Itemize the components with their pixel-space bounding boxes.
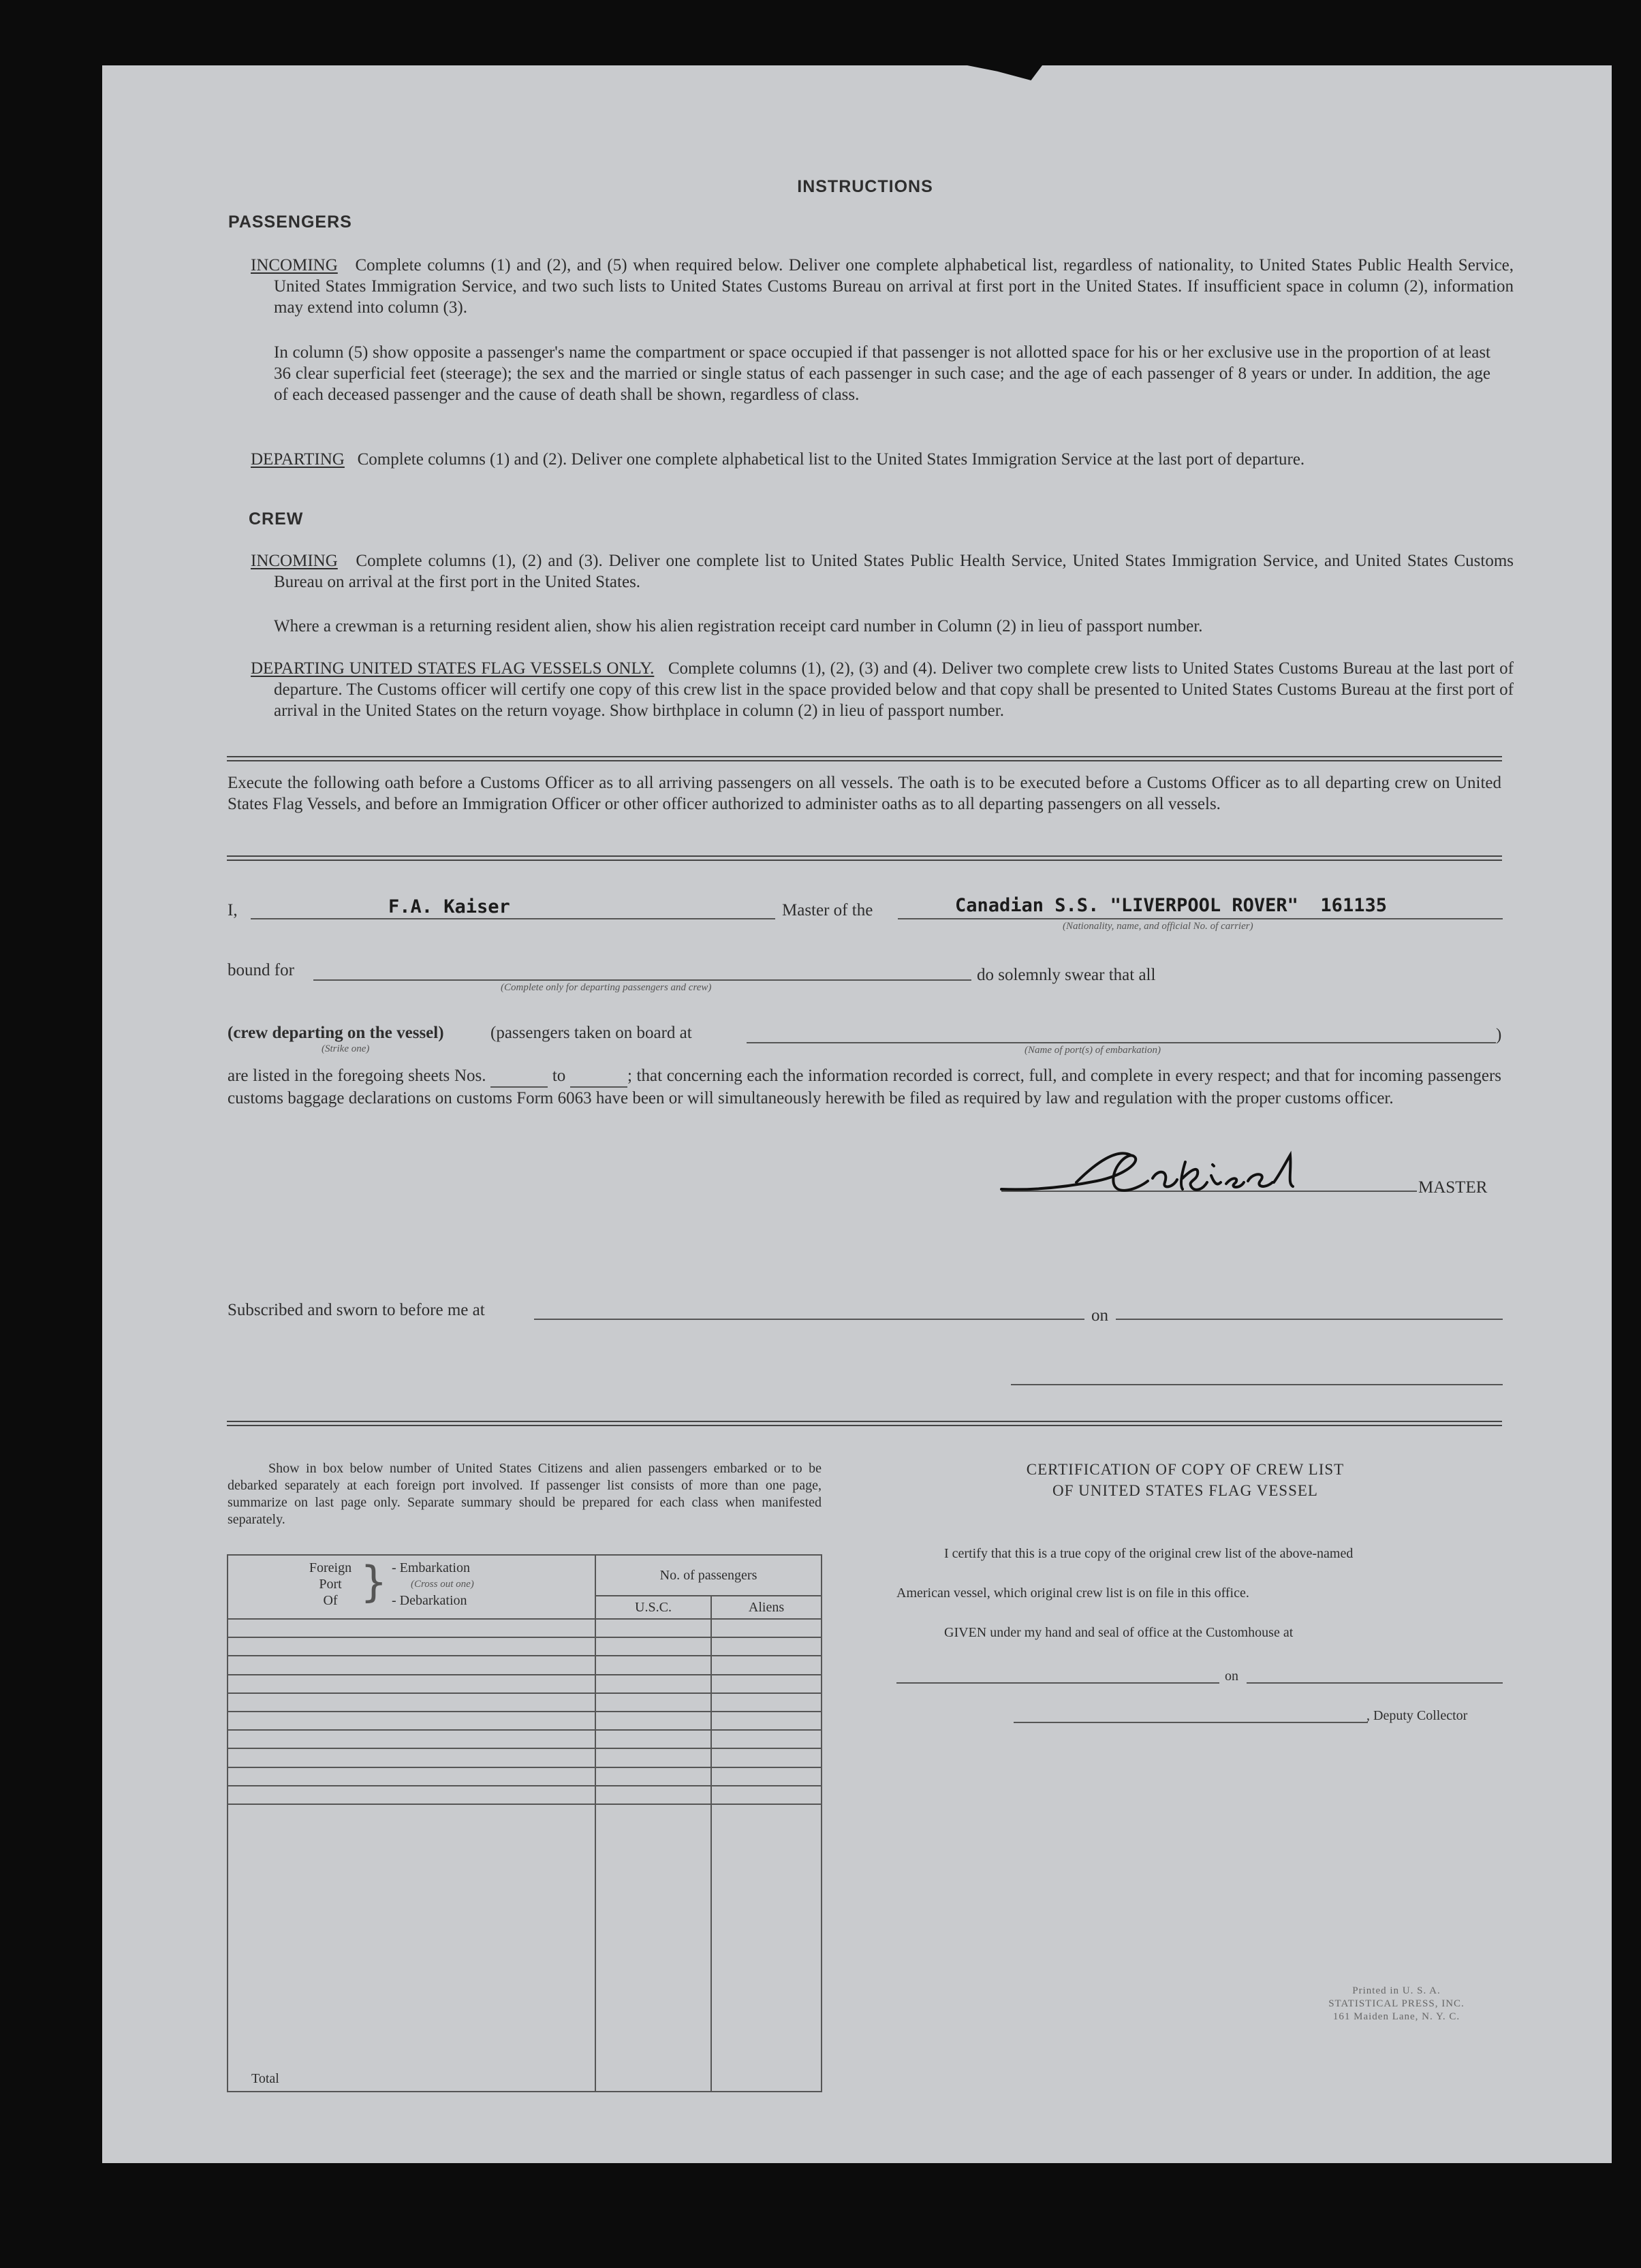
pass-departing-paragraph	[251, 449, 1514, 470]
sheets-paragraph	[228, 1065, 1501, 1109]
cert-title-line1: CERTIFICATION OF COPY OF CREW LIST	[1026, 1461, 1345, 1478]
pass-column5-paragraph: In column (5) show opposite a passenger's name the compartment or space occupied if that passenger is not allotted space for his or her exclusive use in the proportion of at least 36 clear superficial feet (steerage); the sex and the married or single status of each passenger in such case; and the age of each passenger of 8 years or under. In addition, the age of each deceased passenger and the cause of death shall be shown, regardless of class.	[274, 343, 1490, 404]
no-passengers-header: No. of passengers	[595, 1555, 822, 1596]
crew-heading: CREW	[249, 509, 304, 529]
sheets-prefix: are listed in the foregoing sheets Nos.	[228, 1067, 486, 1085]
section-divider	[227, 855, 1502, 857]
sworn-date-field[interactable]	[1116, 1319, 1503, 1320]
foreign-port-of	[302, 1560, 359, 1609]
pass-departing-label: DEPARTING	[251, 450, 345, 469]
summary-instructions: Show in box below number of United States Citizens and alien passengers embarked or to be debarked separately at each foreign port involved. If passenger list consists of more than one page, summarize on last page only. Separate summary should be prepared for each class when manifested separately.	[228, 1461, 822, 1527]
subscribed-label: Subscribed and sworn to before me at	[228, 1301, 485, 1319]
pass-incoming-text: Complete columns (1) and (2), and (5) when required below. Deliver one complete alphabetical list, regardless of nationality, to United States Public Health Service, United States Immigration Service, and two such lists to United States Customs Bureau on arrival at first port in the United States. If insufficient space in column (2), information may extend into column (3).	[274, 256, 1514, 317]
table-row	[228, 1619, 822, 1637]
aliens-cell[interactable]	[711, 1748, 822, 1767]
pass-incoming-label: INCOMING	[251, 256, 338, 274]
customhouse-field[interactable]	[896, 1682, 1219, 1684]
sworn-place-field[interactable]	[534, 1319, 1084, 1320]
usc-cell[interactable]	[595, 1767, 711, 1786]
aliens-cell[interactable]	[711, 1675, 822, 1693]
aliens-cell[interactable]	[711, 1767, 822, 1786]
instructions-title: INSTRUCTIONS	[797, 177, 933, 196]
usc-cell[interactable]	[595, 1730, 711, 1748]
crew-incoming-paragraph	[251, 550, 1514, 593]
port-cell[interactable]	[228, 1712, 595, 1730]
officer-signature-field[interactable]	[1011, 1384, 1503, 1385]
table-row	[228, 1730, 822, 1748]
port-cell[interactable]	[228, 1619, 595, 1637]
sheet-from-field[interactable]	[490, 1065, 548, 1088]
crew-departing-option[interactable]: (crew departing on the vessel)	[228, 1024, 444, 1042]
i-label: I,	[228, 901, 238, 919]
usc-cell[interactable]	[595, 1712, 711, 1730]
aliens-cell[interactable]	[711, 1693, 822, 1712]
master-label: MASTER	[1418, 1178, 1488, 1197]
printer-imprint	[1281, 1985, 1512, 2023]
foreign-label: Foreign	[309, 1560, 352, 1575]
aliens-header: Aliens	[711, 1596, 822, 1619]
table-row	[228, 1748, 822, 1767]
swear-label: do solemnly swear that all	[977, 966, 1156, 984]
printer-line3: 161 Maiden Lane, N. Y. C.	[1332, 2011, 1460, 2022]
aliens-cell[interactable]	[711, 1730, 822, 1748]
total-label: Total	[228, 1804, 595, 2092]
aliens-cell[interactable]	[711, 1712, 822, 1730]
oath-intro: Execute the following oath before a Customs Officer as to all arriving passengers on all vessels. The oath is to be executed before a Customs Officer as to all departing crew on United States Flag Vessels, and before an Immigration Officer or other officer authorized to administer oaths as to all departing passengers on all vessels.	[228, 774, 1501, 813]
aliens-cell[interactable]	[711, 1637, 822, 1656]
master-name-field[interactable]	[251, 918, 775, 919]
embarkation-port-field[interactable]	[747, 1042, 1496, 1043]
master-of-label: Master of the	[782, 901, 873, 919]
table-row	[228, 1712, 822, 1730]
of-label: Of	[323, 1593, 338, 1608]
sheets-suffix: ; that concerning each the information recorded is correct, full, and complete in every respect; and that for incoming passengers customs baggage declarations on customs Form 6063 have been or will simultaneously herewith be filed as required by law and regulation with the proper customs officer.	[228, 1067, 1502, 1107]
crew-incoming-text: Complete columns (1), (2) and (3). Deliver one complete list to United States Public Health Service, United States Immigration Service, and United States Customs Bureau on arrival at the first port in the United States.	[274, 552, 1514, 591]
sworn-on-label: on	[1091, 1306, 1108, 1325]
section-divider	[227, 1421, 1502, 1422]
given-text: GIVEN under my hand and seal of office at the Customhouse at	[944, 1625, 1294, 1640]
port-cell[interactable]	[228, 1748, 595, 1767]
port-cell[interactable]	[228, 1767, 595, 1786]
port-cell[interactable]	[228, 1786, 595, 1804]
passenger-summary-table	[227, 1554, 822, 2092]
table-row	[228, 1675, 822, 1693]
port-label: Port	[319, 1577, 342, 1592]
section-divider	[227, 1425, 1502, 1426]
cert-date-field[interactable]	[1247, 1682, 1503, 1684]
certify-line1: I certify that this is a true copy of the original crew list of the above-named	[944, 1546, 1354, 1561]
bound-for-label: bound for	[228, 961, 294, 979]
usc-header: U.S.C.	[595, 1596, 711, 1619]
port-cell[interactable]	[228, 1675, 595, 1693]
pass-incoming-paragraph	[251, 255, 1514, 318]
usc-cell[interactable]	[595, 1637, 711, 1656]
port-cell[interactable]	[228, 1730, 595, 1748]
crew-resident-paragraph: Where a crewman is a returning resident alien, show his alien registration receipt card number in Column (2) in lieu of passport number.	[274, 617, 1203, 635]
close-paren: )	[1496, 1026, 1502, 1044]
master-name: F.A. Kaiser	[388, 896, 510, 917]
certify-line2: American vessel, which original crew list is on file in this office.	[896, 1586, 1249, 1601]
to-label: to	[552, 1067, 566, 1085]
form-page	[102, 65, 1612, 2163]
usc-cell[interactable]	[595, 1786, 711, 1804]
passengers-heading: PASSENGERS	[228, 212, 352, 232]
usc-cell[interactable]	[595, 1748, 711, 1767]
torn-edge	[967, 65, 1042, 80]
printer-line1: Printed in U. S. A.	[1352, 1985, 1441, 1996]
section-divider	[227, 860, 1502, 861]
bound-for-field[interactable]	[313, 979, 971, 981]
section-divider	[227, 756, 1502, 757]
embarkation-option[interactable]: - Embarkation	[392, 1560, 470, 1575]
debarkation-option[interactable]: - Debarkation	[392, 1593, 467, 1608]
vessel-field[interactable]	[898, 918, 1503, 919]
deputy-collector-field[interactable]	[1014, 1722, 1368, 1723]
brace-icon: }	[360, 1557, 388, 1607]
crew-departing-text: Complete columns (1), (2), (3) and (4). Deliver two complete crew lists to United States Customs Bureau at the last port of departure. The Customs officer will certify one copy of this crew list in the space provided below and that copy shall be presented to United States Customs Bureau at the first port of arrival in the United States on the return voyage. Show birthplace in column (2) in lieu of passport number.	[274, 659, 1514, 720]
aliens-cell[interactable]	[711, 1786, 822, 1804]
port-cell[interactable]	[228, 1637, 595, 1656]
crew-departing-label: DEPARTING UNITED STATES FLAG VESSELS ONLY.	[251, 659, 655, 678]
table-row	[228, 1693, 822, 1712]
section-divider	[227, 760, 1502, 761]
usc-cell[interactable]	[595, 1675, 711, 1693]
aliens-total-cell[interactable]	[711, 1804, 822, 2092]
bound-for-caption: (Complete only for departing passengers and crew)	[501, 982, 712, 993]
certification-title	[913, 1459, 1458, 1501]
sheet-to-field[interactable]	[570, 1065, 627, 1088]
total-row	[228, 1804, 822, 2092]
vessel-caption: (Nationality, name, and official No. of carrier)	[1063, 921, 1253, 932]
pass-departing-text: Complete columns (1) and (2). Deliver one complete alphabetical list to the United States Immigration Service at the last port of departure.	[357, 450, 1305, 469]
usc-cell[interactable]	[595, 1656, 711, 1674]
usc-total-cell[interactable]	[595, 1804, 711, 2092]
cert-title-line2: OF UNITED STATES FLAG VESSEL	[1052, 1482, 1318, 1499]
port-header-cell	[228, 1555, 595, 1619]
embark-debark-options	[392, 1560, 474, 1609]
usc-cell[interactable]	[595, 1693, 711, 1712]
aliens-cell[interactable]	[711, 1656, 822, 1674]
usc-cell[interactable]	[595, 1619, 711, 1637]
vessel-name: Canadian S.S. "LIVERPOOL ROVER" 161135	[955, 895, 1387, 916]
port-cell[interactable]	[228, 1693, 595, 1712]
table-row	[228, 1656, 822, 1674]
printer-line2: STATISTICAL PRESS, INC.	[1328, 1998, 1465, 2009]
crew-incoming-label: INCOMING	[251, 552, 338, 570]
port-cell[interactable]	[228, 1656, 595, 1674]
passengers-taken-option[interactable]: (passengers taken on board at	[490, 1024, 692, 1042]
table-row	[228, 1767, 822, 1786]
strike-caption: (Strike one)	[322, 1043, 370, 1054]
port-caption: (Name of port(s) of embarkation)	[1025, 1045, 1161, 1056]
table-row	[228, 1637, 822, 1656]
table-row	[228, 1786, 822, 1804]
deputy-collector-label: , Deputy Collector	[1366, 1708, 1468, 1723]
cert-on-label: on	[1225, 1669, 1238, 1684]
aliens-cell[interactable]	[711, 1619, 822, 1637]
cross-out-caption: (Cross out one)	[411, 1579, 474, 1590]
master-signature	[995, 1141, 1376, 1203]
crew-departing-paragraph	[251, 658, 1514, 721]
